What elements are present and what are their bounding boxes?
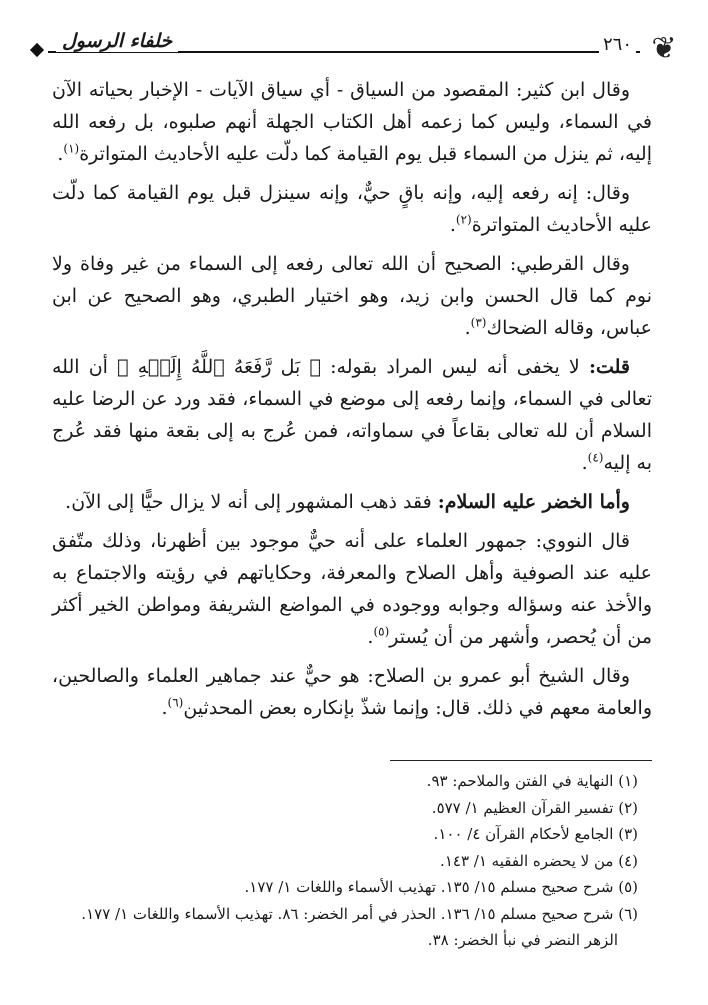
footnote-item: (٣) الجامع لأحكام القرآن ٤/ ١٠٠. [433, 825, 638, 843]
footnote-ref[interactable]: (٢) [455, 212, 472, 227]
footnote-item: (٦) شرح صحيح مسلم ١٥/ ١٣٦. الحذر في أمر الخضر: ٨٦. تهذيب الأسماء واللغات ١/ ١٧٧. [81, 904, 638, 923]
paragraph-text: لا يخفى أنه ليس المراد بقوله: ﴿ بَل رَّفَعَهُ ٱللَّهُ إِلَيۡهِ ﴾ أن الله تعالى في السماء، وإنما رفعه إلى موضع في السماء، فقد ورد عن الرضا عليه السلام أن لله تعالى بقاعاً في سماواته، فمن عُرج به إلى بقعة منها فقد عُرج به إليه [52, 356, 652, 474]
paragraph-end: . [464, 317, 471, 339]
body-paragraph [52, 177, 652, 241]
paragraph-text: وقال الشيخ أبو عمرو بن الصلاح: هو حيٌّ عند جماهير العلماء والصالحين، والعامة معهم في ذلك. قال: وإنما شذّ بإنكاره بعض المحدثين [52, 665, 652, 719]
footnote-item: (٤) من لا يحضره الفقيه ١/ ١٤٣. [440, 851, 638, 870]
footnote-item: (٥) شرح صحيح مسلم ١٥/ ١٣٥. تهذيب الأسماء واللغات ١/ ١٧٧. [244, 878, 638, 896]
body-paragraph [52, 74, 652, 170]
page-header [26, 28, 686, 68]
footnote-ref[interactable]: (٤) [587, 450, 604, 465]
paragraph-text: وقال ابن كثير: المقصود من السياق - أي سياق الآيات - الإخبار بحياته الآن في السماء، وليس كما زعمه أهل الكتاب الجهلة أنهم صلبوه، بل رفعه الله إليه، ثم ينزل من السماء قبل يوم القيامة كما دلّت عليه الأحاديث المتواترة [52, 79, 652, 165]
paragraph-text: وقال: إنه رفعه إليه، وإنه باقٍ حيٌّ، وإنه سينزل قبل يوم القيامة كما دلّت عليه الأحاديث المتواترة [52, 182, 652, 236]
paragraph-text: فقد ذهب المشهور إلى أنه لا يزال حيًّا إلى الآن. [65, 491, 432, 513]
footnote-ref[interactable]: (٥) [373, 624, 390, 639]
body-paragraph [52, 486, 652, 518]
paragraph-text: وقال القرطبي: الصحيح أن الله تعالى رفعه إلى السماء من غير وفاة ولا نوم كما قال الحسن وابن زيد، وهو اختيار الطبري، وهو الصحيح عن ابن عباس، وقاله الضحاك [52, 253, 652, 339]
paragraph-end: . [57, 143, 64, 165]
diamond-ornament-icon [30, 43, 44, 57]
body-paragraph [52, 248, 652, 344]
paragraph-text: قال النووي: جمهور العلماء على أنه حيٌّ موجود بين أظهرنا، وذلك متّفق عليه عند الصوفية وأهل الصلاح والمعرفة، وحكاياتهم في رؤيته والاجتماع به والأخذ عنه وسؤاله وجوابه ووجوده في المواضع الشريفة ومواطن الخير أكثر من أن يُحصر، وأشهر من أن يُستر [52, 530, 652, 648]
body-text [52, 74, 652, 731]
paragraph-lead: وأما الخضر عليه السلام: [437, 491, 630, 513]
page-number: ٢٦٠ [599, 34, 636, 55]
paragraph-end: . [367, 626, 374, 648]
running-title: خلفاء الرسول [56, 30, 178, 52]
footnote-ref[interactable]: (١) [63, 141, 80, 156]
paragraph-lead: قلت: [588, 356, 631, 378]
footnote-separator [390, 760, 652, 761]
body-paragraph [52, 660, 652, 724]
paragraph-end: . [449, 214, 456, 236]
footnote-ref[interactable]: (٦) [167, 695, 184, 710]
footnotes [52, 768, 652, 954]
body-paragraph [52, 351, 652, 479]
footnote-item: (٢) تفسير القرآن العظيم ١/ ٥٧٧. [431, 798, 638, 817]
body-paragraph [52, 525, 652, 653]
footnote-item: (١) النهاية في الفتن والملاحم: ٩٣. [426, 772, 638, 790]
paragraph-end: . [161, 697, 168, 719]
footnote-ref[interactable]: (٣) [470, 315, 487, 330]
paragraph-end: . [581, 452, 588, 474]
floral-ornament-icon: ❦ [651, 31, 677, 66]
footnote-item: الزهر النضر في نبأ الخضر: ٣٨. [427, 931, 618, 949]
